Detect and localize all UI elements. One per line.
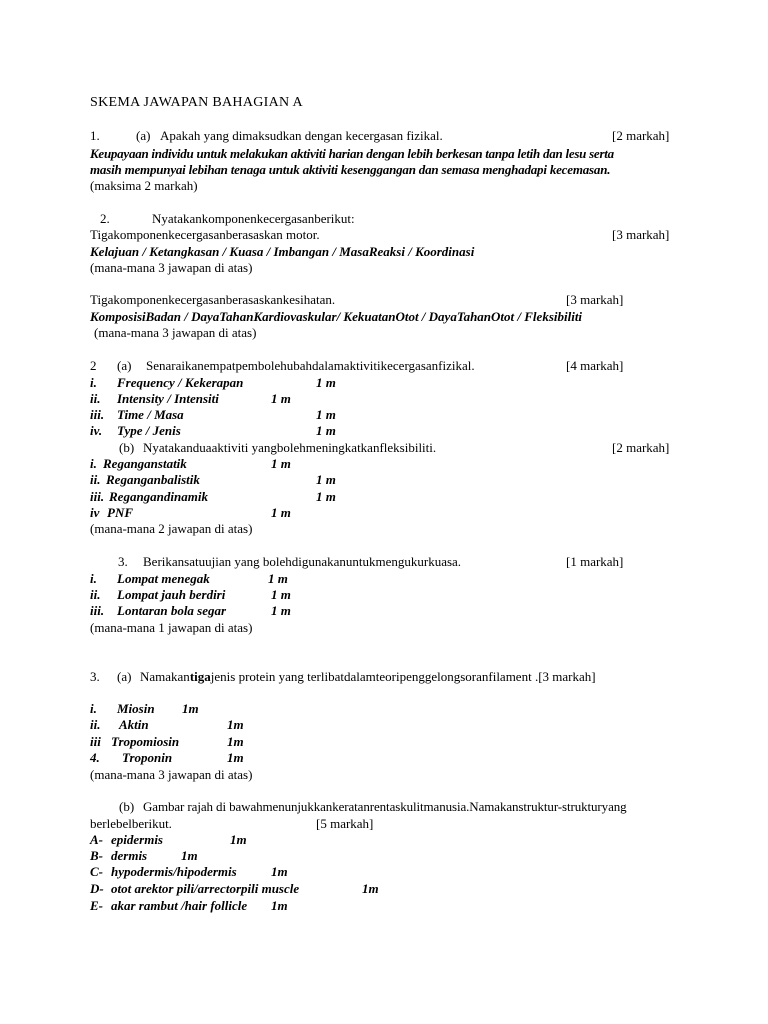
q3a-marks: [1 markah] (566, 554, 624, 569)
q2b-number: 2 (90, 358, 97, 373)
q3a-note: (mana-mana 1 jawapan di atas) (90, 620, 253, 635)
q3b-question-pre: Namakan (140, 669, 190, 684)
list-item-mark: 1 m (268, 571, 288, 586)
list-item-text: PNF (107, 505, 133, 520)
list-item-mark: 1m (182, 701, 199, 716)
q3b-part-a: (a) (117, 669, 132, 684)
list-item-text: Lompat menegak (117, 571, 210, 586)
list-item-mark: 1m (230, 832, 247, 847)
q3b-part-b: (b) (119, 799, 135, 814)
list-item-text: Time / Masa (117, 407, 184, 422)
list-item-number: i. (90, 571, 97, 586)
q2b-part-a: (a) (117, 358, 132, 373)
list-item-mark: 1 m (316, 407, 336, 422)
list-item-number: E- (90, 898, 103, 913)
list-item-text: Troponin (122, 750, 173, 765)
list-item-number: ii. (90, 472, 101, 487)
list-item-text: dermis (111, 848, 148, 863)
list-item-number: iii (90, 734, 101, 749)
q1-question: Apakah yang dimaksudkan dengan kecergasan fizikal. (160, 128, 443, 143)
list-item-text: Tropomiosin (111, 734, 180, 749)
list-item-mark: 1 m (271, 587, 291, 602)
q1-answer-line1: Keupayaan individu untuk melakukan aktiviti harian dengan lebih berkesan tanpa letih dan lesu serta (90, 146, 614, 161)
list-item-text: otot arektor pili/arrectorpili muscle (111, 881, 300, 896)
q2b-marks-a: [4 markah] (566, 358, 624, 373)
list-item-mark: 1 m (316, 423, 336, 438)
list-item-text: Lontaran bola segar (117, 603, 227, 618)
list-item-number: iv. (90, 423, 103, 438)
list-item-number: iii. (90, 407, 105, 422)
q3a-question: Berikansatuujian yang bolehdigunakanuntukmengukurkuasa. (143, 554, 462, 569)
list-item-mark: 1 m (316, 489, 336, 504)
list-item-number: ii. (90, 587, 101, 602)
q3b-marks-b: [5 markah] (316, 816, 374, 831)
q2-health-note: (mana-mana 3 jawapan di atas) (94, 325, 257, 340)
list-item-text: Aktin (119, 717, 149, 732)
list-item-mark: 1m (227, 734, 244, 749)
page-title: SKEMA JAWAPAN BAHAGIAN A (90, 95, 303, 110)
q3a-number: 3. (118, 554, 128, 569)
list-item-text: Reganganbalistik (106, 472, 200, 487)
list-item-mark: 1 m (271, 456, 291, 471)
list-item-text: Reganganstatik (103, 456, 187, 471)
list-item-mark: 1 m (271, 603, 291, 618)
q2b-note-b: (mana-mana 2 jawapan di atas) (90, 521, 253, 536)
q1-part: (a) (136, 128, 151, 143)
list-item-text: Lompat jauh berdiri (117, 587, 226, 602)
q2b-marks-b: [2 markah] (612, 440, 670, 455)
list-item-text: Regangandinamik (109, 489, 208, 504)
q2-health-marks: [3 markah] (566, 292, 624, 307)
q1-number: 1. (90, 128, 100, 143)
list-item-text: Intensity / Intensiti (117, 391, 219, 406)
q3b-question-b-line1: Gambar rajah di bawahmenunjukkankeratanrentaskulitmanusia.Namakanstruktur-strukturyang (143, 799, 627, 814)
q2-motor-question: Tigakomponenkecergasanberasaskan motor. (90, 227, 320, 242)
list-item-mark: 1 m (316, 472, 336, 487)
q3b-question-emphasis: tiga (189, 669, 211, 684)
list-item-number: ii. (90, 717, 101, 732)
list-item-text: Miosin (117, 701, 155, 716)
q2-question: Nyatakankomponenkecergasanberikut: (152, 211, 355, 226)
list-item-number: i. (90, 456, 97, 471)
q1-answer-line2: masih mempunyai lebihan tenaga untuk aktiviti kesenggangan dan semasa menghadapi kecemasan. (90, 162, 611, 177)
list-item-mark: 1 m (271, 391, 291, 406)
list-item-number: i. (90, 701, 97, 716)
q1-marks: [2 markah] (612, 128, 670, 143)
list-item-number: C- (90, 864, 103, 879)
q2-health-answer: KomposisiBadan / DayaTahanKardiovaskular/ KekuatanOtot / DayaTahanOtot / Fleksibiliti (90, 309, 583, 324)
list-item-mark: 1 m (316, 375, 336, 390)
list-item-mark: 1m (181, 848, 198, 863)
q2-motor-note: (mana-mana 3 jawapan di atas) (90, 260, 253, 275)
q2b-question-b: Nyatakanduaaktiviti yangbolehmeningkatkanfleksibiliti. (143, 440, 437, 455)
q2-motor-answer: Kelajuan / Ketangkasan / Kuasa / Imbangan / MasaReaksi / Koordinasi (90, 244, 475, 259)
list-item-mark: 1m (362, 881, 379, 896)
list-item-number: iii. (90, 603, 105, 618)
q2b-question-a: Senaraikanempatpembolehubahdalamaktivitikecergasanfizikal. (146, 358, 475, 373)
q3b-number: 3. (90, 669, 100, 684)
q2b-part-b: (b) (119, 440, 135, 455)
list-item-mark: 1m (227, 717, 244, 732)
list-item-text: Frequency / Kekerapan (117, 375, 244, 390)
list-item-mark: 1m (227, 750, 244, 765)
list-item-number: 4. (90, 750, 100, 765)
list-item-text: Type / Jenis (117, 423, 181, 438)
list-item-number: iv (90, 505, 100, 520)
list-item-number: B- (90, 848, 103, 863)
q3b-question-post: jenis protein yang terlibatdalamteoripenggelongsoranfilament .[3 markah] (210, 669, 596, 684)
q3b-question-a (140, 669, 596, 685)
list-item-text: akar rambut /hair follicle (111, 898, 248, 913)
list-item-number: ii. (90, 391, 101, 406)
q3b-note-a: (mana-mana 3 jawapan di atas) (90, 767, 253, 782)
list-item-mark: 1m (271, 898, 288, 913)
list-item-number: iii. (90, 489, 105, 504)
q2-motor-marks: [3 markah] (612, 227, 670, 242)
list-item-text: hypodermis/hipodermis (111, 864, 237, 879)
list-item-mark: 1 m (271, 505, 291, 520)
list-item-text: epidermis (111, 832, 163, 847)
q3b-question-b-line2: berlebelberikut. (90, 816, 172, 831)
list-item-number: i. (90, 375, 97, 390)
list-item-number: A- (90, 832, 103, 847)
q1-note: (maksima 2 markah) (90, 178, 198, 193)
q2-health-question: Tigakomponenkecergasanberasaskankesihatan. (90, 292, 336, 307)
list-item-number: D- (90, 881, 104, 896)
list-item-mark: 1m (271, 864, 288, 879)
q2-number: 2. (100, 211, 110, 226)
